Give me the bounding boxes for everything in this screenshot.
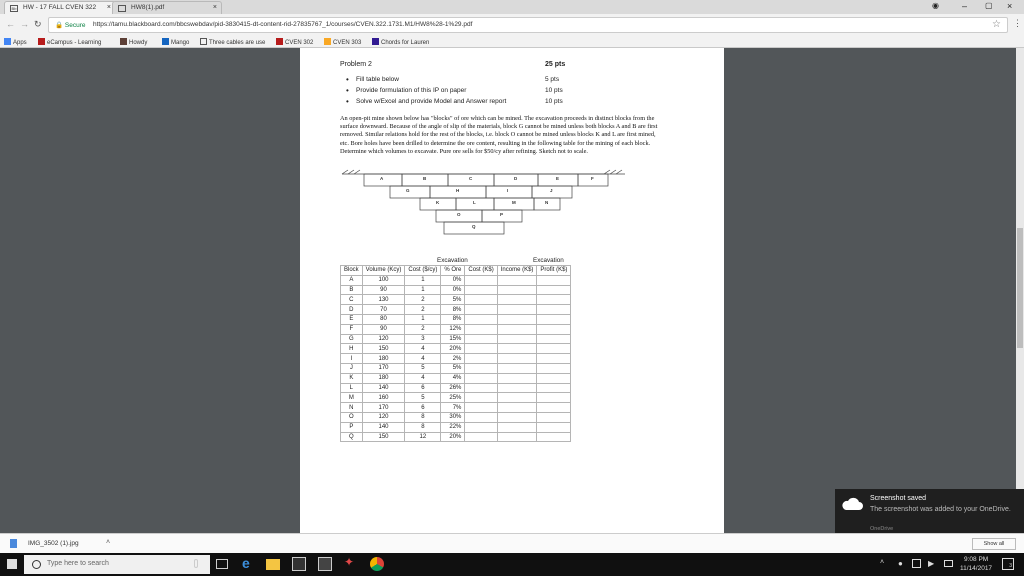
tab-label: HW - 17 FALL CVEN 322 bbox=[23, 4, 97, 11]
requirement-2-points: 10 pts bbox=[545, 87, 563, 94]
cell-block: M bbox=[341, 393, 363, 403]
action-center-icon[interactable] bbox=[1002, 558, 1014, 570]
bookmark-label: Mango bbox=[171, 40, 190, 46]
microphone-icon[interactable] bbox=[194, 559, 198, 568]
bookmark-star-icon[interactable]: ☆ bbox=[992, 19, 1001, 30]
diagram-label-n: N bbox=[545, 200, 549, 205]
cell-block: N bbox=[341, 403, 363, 413]
download-bar bbox=[0, 533, 1024, 553]
cell-cost: 1 bbox=[405, 275, 441, 285]
bookmark-label: Howdy bbox=[129, 40, 148, 46]
cell-block: P bbox=[341, 422, 363, 432]
cell-income bbox=[497, 412, 537, 422]
page-icon bbox=[200, 38, 207, 45]
bookmark-label: Apps bbox=[13, 40, 27, 46]
cell-block: G bbox=[341, 334, 363, 344]
bookmark-howdy[interactable] bbox=[120, 38, 147, 46]
cell-block: E bbox=[341, 314, 363, 324]
cell-cost-k bbox=[465, 305, 497, 315]
cell-profit bbox=[537, 354, 571, 364]
browser-toolbar bbox=[0, 14, 1024, 36]
table-row bbox=[341, 344, 571, 354]
cell-volume: 130 bbox=[362, 295, 405, 305]
taskbar-search[interactable] bbox=[24, 555, 210, 574]
cell-income bbox=[497, 314, 537, 324]
task-view-icon[interactable] bbox=[216, 559, 228, 569]
tab-strip bbox=[0, 0, 1024, 14]
close-icon[interactable]: × bbox=[106, 4, 111, 11]
cell-income bbox=[497, 432, 537, 442]
cell-profit bbox=[537, 275, 571, 285]
cell-block: J bbox=[341, 363, 363, 373]
viewer-scrollbar[interactable] bbox=[1016, 48, 1024, 533]
cell-income bbox=[497, 403, 537, 413]
bookmark-label: Chords for Lauren bbox=[381, 40, 430, 46]
file-explorer-icon[interactable] bbox=[266, 559, 280, 570]
cell-cost: 5 bbox=[405, 363, 441, 373]
show-all-button[interactable]: Show all bbox=[972, 538, 1016, 550]
problem-points: 25 pts bbox=[545, 61, 566, 68]
cell-profit bbox=[537, 393, 571, 403]
cell-cost-k bbox=[465, 422, 497, 432]
cell-cost: 12 bbox=[405, 432, 441, 442]
cell-block: K bbox=[341, 373, 363, 383]
table-row bbox=[341, 383, 571, 393]
cell-volume: 170 bbox=[362, 403, 405, 413]
cell-income bbox=[497, 285, 537, 295]
cell-ore: 15% bbox=[441, 334, 465, 344]
table-row bbox=[341, 295, 571, 305]
mine-diagram bbox=[340, 168, 630, 248]
cell-cost-k bbox=[465, 344, 497, 354]
cell-profit bbox=[537, 295, 571, 305]
cell-cost-k bbox=[465, 285, 497, 295]
cell-profit bbox=[537, 412, 571, 422]
col-cost-per-cy: Cost ($/cy) bbox=[405, 266, 441, 276]
cell-ore: 4% bbox=[441, 373, 465, 383]
cell-cost-k bbox=[465, 295, 497, 305]
cell-block: Q bbox=[341, 432, 363, 442]
table-row bbox=[341, 373, 571, 383]
cell-cost: 6 bbox=[405, 403, 441, 413]
cell-cost-k bbox=[465, 412, 497, 422]
cell-profit bbox=[537, 422, 571, 432]
image-file-icon[interactable] bbox=[10, 539, 17, 548]
snipping-icon[interactable] bbox=[318, 557, 332, 571]
col-ore: % Ore bbox=[441, 266, 465, 276]
cell-ore: 20% bbox=[441, 344, 465, 354]
diagram-label-q: Q bbox=[472, 224, 476, 229]
notification-app: OneDrive bbox=[870, 526, 894, 532]
mine-blocks-svg bbox=[340, 168, 630, 248]
cell-ore: 7% bbox=[441, 403, 465, 413]
bookmark-label: CVEN 302 bbox=[285, 40, 314, 46]
diagram-label-h: H bbox=[456, 188, 460, 193]
cell-ore: 8% bbox=[441, 314, 465, 324]
cell-cost: 2 bbox=[405, 295, 441, 305]
clock-date[interactable]: 11/14/2017 bbox=[960, 565, 993, 572]
cell-income bbox=[497, 363, 537, 373]
pdf-viewer[interactable] bbox=[0, 48, 1024, 533]
table-row bbox=[341, 324, 571, 334]
cell-ore: 22% bbox=[441, 422, 465, 432]
back-icon[interactable]: ← bbox=[6, 19, 15, 29]
cell-volume: 120 bbox=[362, 334, 405, 344]
bookmarks-bar bbox=[0, 36, 1024, 48]
clock-time[interactable]: 9:08 PM bbox=[964, 556, 989, 563]
cell-cost: 2 bbox=[405, 324, 441, 334]
cell-cost-k bbox=[465, 334, 497, 344]
cell-ore: 20% bbox=[441, 432, 465, 442]
cell-cost-k bbox=[465, 363, 497, 373]
document-icon bbox=[118, 5, 126, 12]
diagram-label-d: D bbox=[514, 176, 518, 181]
diagram-label-j: J bbox=[550, 188, 553, 193]
cell-income bbox=[497, 393, 537, 403]
ecampus-icon bbox=[38, 38, 45, 45]
url-text[interactable]: https://tamu.blackboard.com/bbcswebdav/pid-3830415-dt-content-rid-27835767_1/courses/CVEN.322.1731.M1/HW8%28-1%29.pdf bbox=[93, 21, 473, 28]
table-row bbox=[341, 314, 571, 324]
cell-cost: 4 bbox=[405, 373, 441, 383]
col-volume: Volume (Kcy) bbox=[362, 266, 405, 276]
download-filename[interactable]: IMG_3502 (1).jpg bbox=[28, 540, 79, 547]
cell-income bbox=[497, 383, 537, 393]
pdf-page bbox=[300, 48, 724, 533]
cell-ore: 12% bbox=[441, 324, 465, 334]
table-header-row bbox=[341, 266, 571, 276]
profile-icon[interactable]: ◉ bbox=[932, 1, 939, 10]
bookmark-mango[interactable] bbox=[162, 38, 189, 46]
blackboard-icon: Bb bbox=[11, 6, 17, 11]
cell-volume: 140 bbox=[362, 383, 405, 393]
cell-income bbox=[497, 305, 537, 315]
cell-volume: 80 bbox=[362, 314, 405, 324]
table-row bbox=[341, 403, 571, 413]
cell-cost-k bbox=[465, 324, 497, 334]
cell-block: A bbox=[341, 275, 363, 285]
cell-profit bbox=[537, 324, 571, 334]
cell-income bbox=[497, 334, 537, 344]
bookmark-ecampus[interactable] bbox=[38, 38, 101, 46]
table-row bbox=[341, 305, 571, 315]
tab-pdf[interactable] bbox=[112, 1, 222, 14]
cell-ore: 25% bbox=[441, 393, 465, 403]
bookmark-label: CVEN 303 bbox=[333, 40, 362, 46]
cell-cost: 4 bbox=[405, 344, 441, 354]
table-row bbox=[341, 422, 571, 432]
cell-volume: 160 bbox=[362, 393, 405, 403]
network-icon[interactable] bbox=[912, 559, 921, 568]
bookmark-cven-303[interactable] bbox=[324, 38, 361, 46]
bookmark-label: Three cables are use bbox=[209, 40, 266, 46]
howdy-icon bbox=[120, 38, 127, 45]
cell-profit bbox=[537, 432, 571, 442]
diagram-label-f: F bbox=[591, 176, 594, 181]
cell-profit bbox=[537, 305, 571, 315]
cell-ore: 26% bbox=[441, 383, 465, 393]
cell-cost-k bbox=[465, 432, 497, 442]
edge-icon[interactable]: e bbox=[242, 555, 250, 571]
table-row bbox=[341, 393, 571, 403]
table-row bbox=[341, 412, 571, 422]
cell-cost-k bbox=[465, 314, 497, 324]
cell-profit bbox=[537, 383, 571, 393]
cell-profit bbox=[537, 334, 571, 344]
cell-profit bbox=[537, 403, 571, 413]
header-excavation-1: Excavation bbox=[437, 257, 468, 264]
requirement-3: • Solve w/Excel and provide Model and Answer report bbox=[356, 98, 506, 105]
cell-cost-k bbox=[465, 373, 497, 383]
diagram-label-p: P bbox=[500, 212, 504, 217]
cell-block: O bbox=[341, 412, 363, 422]
diagram-label-m: M bbox=[512, 200, 516, 205]
secure-text: Secure bbox=[64, 22, 86, 29]
chrome-icon[interactable] bbox=[370, 557, 384, 571]
chords-icon bbox=[372, 38, 379, 45]
cell-block: F bbox=[341, 324, 363, 334]
requirement-2: • Provide formulation of this IP on paper bbox=[356, 87, 466, 94]
cell-volume: 100 bbox=[362, 275, 405, 285]
search-placeholder: Type here to search bbox=[47, 560, 109, 567]
address-bar[interactable] bbox=[48, 17, 1008, 33]
table-row bbox=[341, 354, 571, 364]
cell-income bbox=[497, 422, 537, 432]
windows-start-icon[interactable] bbox=[7, 559, 17, 569]
cell-volume: 180 bbox=[362, 373, 405, 383]
cell-profit bbox=[537, 373, 571, 383]
requirement-3-points: 10 pts bbox=[545, 98, 563, 105]
close-icon[interactable]: × bbox=[212, 4, 217, 11]
table-row bbox=[341, 363, 571, 373]
cell-cost: 6 bbox=[405, 383, 441, 393]
diagram-label-g: G bbox=[406, 188, 410, 193]
header-excavation-2: Excavation bbox=[533, 257, 564, 264]
cell-cost: 8 bbox=[405, 412, 441, 422]
cell-cost-k bbox=[465, 354, 497, 364]
cell-cost: 5 bbox=[405, 393, 441, 403]
cell-volume: 90 bbox=[362, 324, 405, 334]
store-icon[interactable] bbox=[292, 557, 306, 571]
chevron-up-icon[interactable]: ˄ bbox=[106, 539, 111, 546]
cell-ore: 2% bbox=[441, 354, 465, 364]
cell-profit bbox=[537, 285, 571, 295]
col-block: Block bbox=[341, 266, 363, 276]
apps-grid-icon bbox=[4, 38, 11, 45]
bookmark-three-cables[interactable] bbox=[200, 38, 265, 46]
cell-cost-k bbox=[465, 383, 497, 393]
requirement-1: • Fill table below bbox=[356, 76, 399, 83]
ore-table bbox=[340, 265, 571, 442]
notification-title: Screenshot saved bbox=[870, 495, 927, 502]
cell-volume: 120 bbox=[362, 412, 405, 422]
cell-cost-k bbox=[465, 403, 497, 413]
diagram-label-i: I bbox=[507, 188, 509, 193]
table-body bbox=[341, 275, 571, 442]
cell-ore: 0% bbox=[441, 285, 465, 295]
cell-profit bbox=[537, 314, 571, 324]
cell-block: C bbox=[341, 295, 363, 305]
maximize-icon[interactable]: ▢ bbox=[985, 1, 993, 10]
diagram-label-b: B bbox=[423, 176, 427, 181]
problem-description: An open-pit mine shown below has "blocks" of ore which can be mined. The excavation proceeds in distinct blocks from the surface downward. Because of the angle of slip of the materials, block G cannot be mined unless both blocks A and B are first removed. Similar relations hold for the rest of the blocks, i.e. block O cannot be mined unless blocks K and L are first mined, etc. Bore holes have been drilled to determine the ore content, resulting in the following table for the mining of each block. Determine which volumes to excavate. Pure ore sells for $50/cy after refining. Sketch not to scale. bbox=[340, 115, 658, 155]
diagram-label-c: C bbox=[469, 176, 473, 181]
table-row bbox=[341, 334, 571, 344]
cell-cost-k bbox=[465, 393, 497, 403]
diagram-label-e: E bbox=[556, 176, 560, 181]
cell-ore: 5% bbox=[441, 295, 465, 305]
cell-income bbox=[497, 354, 537, 364]
problem-title: Problem 2 bbox=[340, 61, 372, 68]
cell-income bbox=[497, 373, 537, 383]
cell-volume: 150 bbox=[362, 344, 405, 354]
minimize-icon[interactable]: – bbox=[962, 1, 968, 11]
cell-ore: 5% bbox=[441, 363, 465, 373]
col-profit: Profit (K$) bbox=[537, 266, 571, 276]
folder-icon bbox=[324, 38, 331, 45]
notification-toast[interactable] bbox=[835, 489, 1024, 533]
col-cost-k: Cost (K$) bbox=[465, 266, 497, 276]
cell-cost: 1 bbox=[405, 314, 441, 324]
volume-icon[interactable]: ▶ bbox=[928, 559, 935, 568]
cell-block: H bbox=[341, 344, 363, 354]
table-row bbox=[341, 432, 571, 442]
cortana-icon bbox=[32, 560, 41, 569]
mango-icon bbox=[162, 38, 169, 45]
table-row bbox=[341, 285, 571, 295]
bookmark-cven-302[interactable] bbox=[276, 38, 313, 46]
cell-ore: 0% bbox=[441, 275, 465, 285]
cell-income bbox=[497, 295, 537, 305]
cell-block: D bbox=[341, 305, 363, 315]
cell-cost-k bbox=[465, 275, 497, 285]
cell-block: B bbox=[341, 285, 363, 295]
bookmark-chords[interactable] bbox=[372, 38, 429, 46]
cell-volume: 140 bbox=[362, 422, 405, 432]
cell-volume: 170 bbox=[362, 363, 405, 373]
cell-volume: 180 bbox=[362, 354, 405, 364]
bookmark-label: eCampus - Learning bbox=[47, 40, 102, 46]
cloud-icon bbox=[841, 497, 863, 511]
cell-volume: 70 bbox=[362, 305, 405, 315]
col-income: Income (K$) bbox=[497, 266, 537, 276]
table-row bbox=[341, 275, 571, 285]
cell-ore: 30% bbox=[441, 412, 465, 422]
windows-taskbar bbox=[0, 553, 1024, 576]
tab-blackboard[interactable] bbox=[4, 1, 116, 14]
tray-chevron-icon[interactable]: ˄ bbox=[880, 559, 885, 566]
forward-icon[interactable]: → bbox=[20, 19, 29, 29]
diagram-label-o: O bbox=[457, 212, 461, 217]
cell-profit bbox=[537, 344, 571, 354]
cell-block: L bbox=[341, 383, 363, 393]
diagram-label-a: A bbox=[380, 176, 384, 181]
window-close-icon[interactable]: × bbox=[1007, 1, 1013, 11]
cell-block: I bbox=[341, 354, 363, 364]
tab-label: HW8(1).pdf bbox=[131, 4, 165, 11]
cell-volume: 150 bbox=[362, 432, 405, 442]
paint-icon[interactable]: ✦ bbox=[344, 555, 355, 569]
scroll-thumb[interactable] bbox=[1017, 228, 1023, 348]
notification-message: The screenshot was added to your OneDrive. bbox=[870, 506, 1011, 513]
cell-cost: 2 bbox=[405, 305, 441, 315]
menu-icon[interactable]: ⋮ bbox=[1013, 18, 1022, 28]
people-icon[interactable]: ● bbox=[898, 559, 903, 568]
requirement-1-points: 5 pts bbox=[545, 76, 560, 83]
cell-cost: 1 bbox=[405, 285, 441, 295]
cell-profit bbox=[537, 363, 571, 373]
ecampus-icon bbox=[276, 38, 283, 45]
cell-volume: 90 bbox=[362, 285, 405, 295]
cell-income bbox=[497, 324, 537, 334]
cell-cost: 8 bbox=[405, 422, 441, 432]
cell-cost: 3 bbox=[405, 334, 441, 344]
cell-cost: 4 bbox=[405, 354, 441, 364]
bookmark-apps[interactable] bbox=[4, 38, 27, 46]
diagram-label-l: L bbox=[473, 200, 476, 205]
reload-icon[interactable]: ↻ bbox=[34, 19, 42, 29]
diagram-label-k: K bbox=[436, 200, 440, 205]
secure-label[interactable]: 🔒 Secure bbox=[55, 22, 86, 29]
keyboard-icon[interactable] bbox=[944, 560, 953, 567]
cell-ore: 8% bbox=[441, 305, 465, 315]
cell-income bbox=[497, 344, 537, 354]
cell-income bbox=[497, 275, 537, 285]
notification-count: 3 bbox=[1009, 563, 1012, 569]
